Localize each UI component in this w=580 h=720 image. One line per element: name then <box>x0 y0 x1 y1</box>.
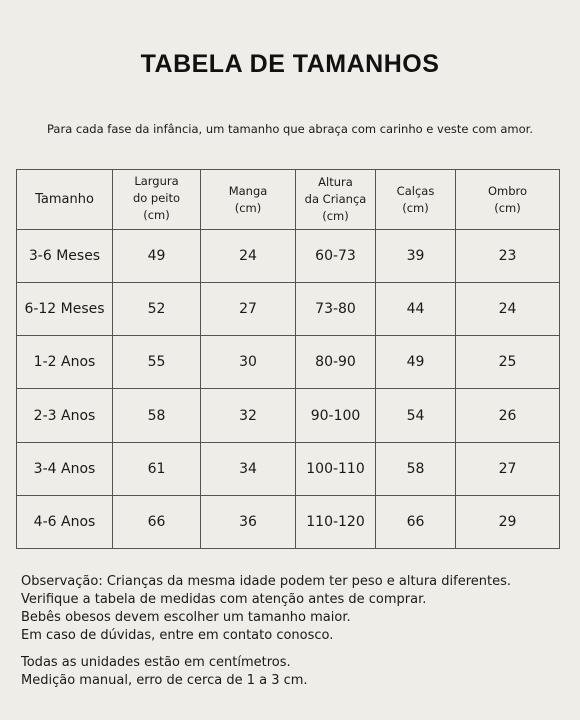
cell-size: 1-2 Anos <box>17 336 113 389</box>
cell-chest-width: 66 <box>113 495 201 548</box>
cell-pants: 49 <box>376 336 456 389</box>
table-row <box>17 336 560 389</box>
cell-size: 2-3 Anos <box>17 389 113 442</box>
note-line: Bebês obesos devem escolher um tamanho maior. <box>21 610 351 625</box>
table-row <box>17 495 560 548</box>
cell-size: 3-6 Meses <box>17 230 113 283</box>
cell-chest-width: 52 <box>113 283 201 336</box>
header-sleeve: Manga (cm) <box>201 170 296 230</box>
cell-size: 6-12 Meses <box>17 283 113 336</box>
page-title: TABELA DE TAMANHOS <box>140 50 440 78</box>
note-line: Em caso de dúvidas, entre em contato conosco. <box>21 628 334 643</box>
table-row <box>17 442 560 495</box>
cell-shoulder: 26 <box>456 389 560 442</box>
cell-shoulder: 24 <box>456 283 560 336</box>
cell-sleeve: 30 <box>201 336 296 389</box>
header-shoulder: Ombro (cm) <box>456 170 560 230</box>
cell-shoulder: 27 <box>456 442 560 495</box>
cell-sleeve: 32 <box>201 389 296 442</box>
size-table <box>16 169 560 549</box>
cell-chest-width: 49 <box>113 230 201 283</box>
cell-child-height: 73-80 <box>296 283 376 336</box>
cell-shoulder: 23 <box>456 230 560 283</box>
cell-pants: 54 <box>376 389 456 442</box>
cell-child-height: 60-73 <box>296 230 376 283</box>
cell-child-height: 100-110 <box>296 442 376 495</box>
table-row <box>17 283 560 336</box>
cell-sleeve: 36 <box>201 495 296 548</box>
cell-chest-width: 61 <box>113 442 201 495</box>
table-row <box>17 389 560 442</box>
cell-size: 4-6 Anos <box>17 495 113 548</box>
cell-pants: 66 <box>376 495 456 548</box>
table-row <box>17 230 560 283</box>
note-line: Medição manual, erro de cerca de 1 a 3 cm. <box>21 673 308 688</box>
cell-chest-width: 58 <box>113 389 201 442</box>
cell-pants: 58 <box>376 442 456 495</box>
notes-section <box>21 573 571 690</box>
cell-sleeve: 34 <box>201 442 296 495</box>
note-line: Verifique a tabela de medidas com atenção antes de comprar. <box>21 592 427 607</box>
cell-sleeve: 27 <box>201 283 296 336</box>
header-pants: Calças (cm) <box>376 170 456 230</box>
cell-chest-width: 55 <box>113 336 201 389</box>
cell-shoulder: 29 <box>456 495 560 548</box>
header-size: Tamanho <box>17 170 113 230</box>
note-line: Todas as unidades estão em centímetros. <box>21 655 291 670</box>
header-child-height: Altura da Criança (cm) <box>296 170 376 230</box>
header-chest-width: Largura do peito (cm) <box>113 170 201 230</box>
cell-child-height: 110-120 <box>296 495 376 548</box>
page-subtitle: Para cada fase da infância, um tamanho que abraça com carinho e veste com amor. <box>47 122 533 136</box>
cell-pants: 44 <box>376 283 456 336</box>
note-line: Observação: Crianças da mesma idade podem ter peso e altura diferentes. <box>21 574 512 589</box>
cell-sleeve: 24 <box>201 230 296 283</box>
notes-spacer <box>21 645 571 654</box>
cell-size: 3-4 Anos <box>17 442 113 495</box>
cell-child-height: 90-100 <box>296 389 376 442</box>
cell-pants: 39 <box>376 230 456 283</box>
table-header-row <box>17 170 560 230</box>
cell-shoulder: 25 <box>456 336 560 389</box>
cell-child-height: 80-90 <box>296 336 376 389</box>
